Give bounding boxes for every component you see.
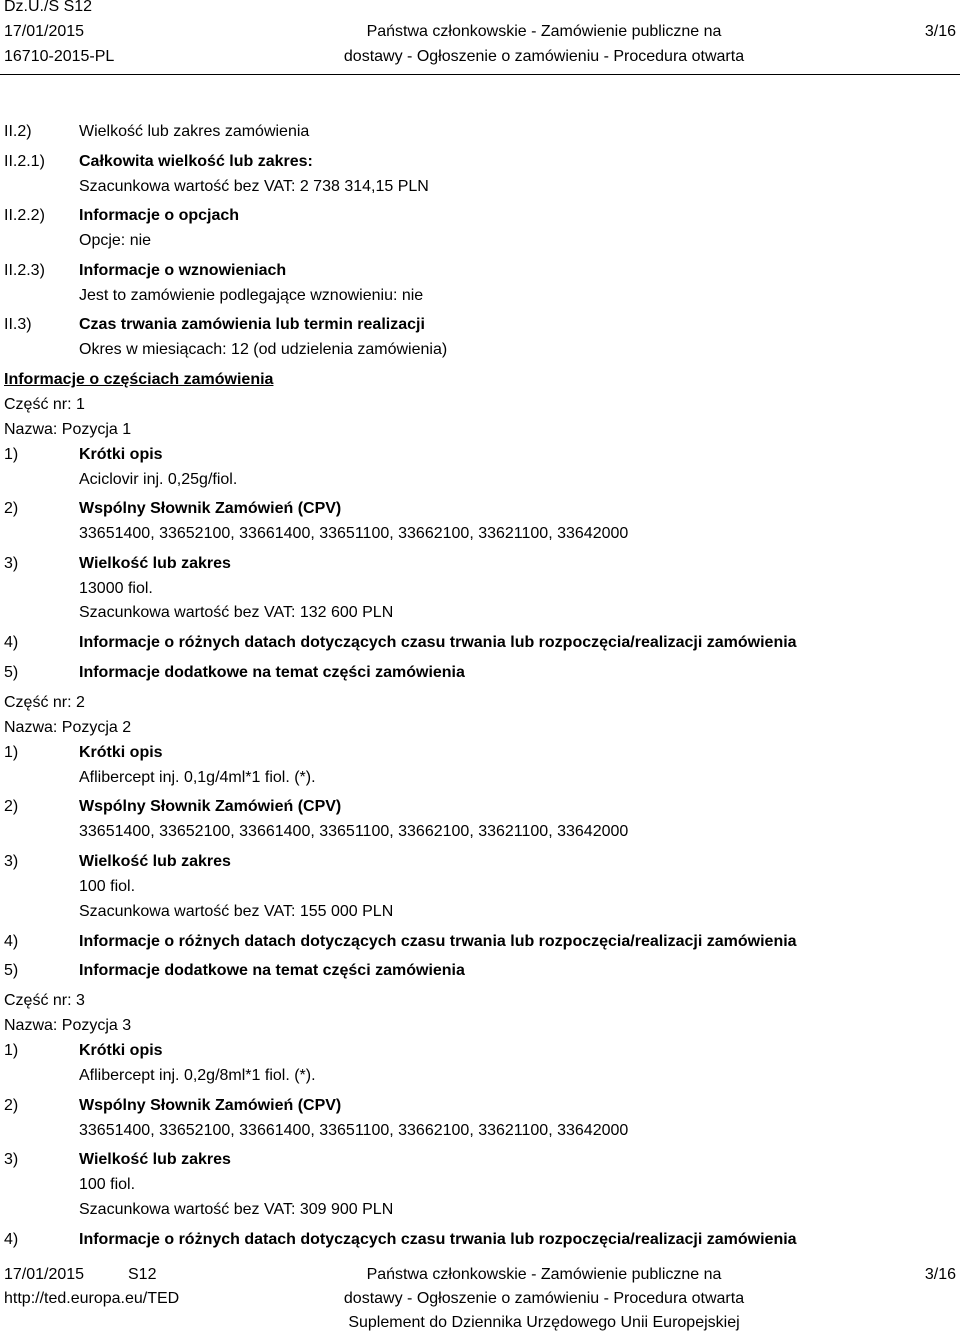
section-number: II.2.1) xyxy=(4,153,45,170)
header-title-line2: dostawy - Ogłoszenie o zamówieniu - Procedura otwarta xyxy=(343,48,745,65)
item-number: 1) xyxy=(4,446,19,463)
item-label: Krótki opis xyxy=(79,744,163,761)
item-number: 3) xyxy=(4,853,19,870)
footer-title-line3: Suplement do Dziennika Urzędowego Unii Europejskiej xyxy=(348,1314,740,1331)
item-label: Wielkość lub zakres xyxy=(79,1151,231,1168)
header-title-line1: Państwa członkowskie - Zamówienie publiczne na xyxy=(366,23,722,40)
footer-title-line2: dostawy - Ogłoszenie o zamówieniu - Procedura otwarta xyxy=(343,1290,745,1307)
item-number: 4) xyxy=(4,634,19,651)
footer-url-link[interactable]: http://ted.europa.eu/TED xyxy=(4,1290,180,1307)
item-label: Informacje dodatkowe na temat części zamówienia xyxy=(79,962,465,979)
section-value: Okres w miesiącach: 12 (od udzielenia zamówienia) xyxy=(79,341,448,358)
item-label: Informacje dodatkowe na temat części zamówienia xyxy=(79,664,465,681)
part-value: Szacunkowa wartość bez VAT: 309 900 PLN xyxy=(79,1201,394,1218)
item-number: 3) xyxy=(4,555,19,572)
section-value: Opcje: nie xyxy=(79,232,152,249)
item-number: 2) xyxy=(4,798,19,815)
part-description: Aflibercept inj. 0,2g/8ml*1 fiol. (*). xyxy=(79,1067,316,1084)
section-value: Szacunkowa wartość bez VAT: 2 738 314,15 PLN xyxy=(79,178,429,195)
item-label: Informacje o różnych datach dotyczących czasu trwania lub rozpoczęcia/realizacji zamówienia xyxy=(79,634,797,651)
header-series: Dz.U./S S12 xyxy=(4,0,93,15)
item-number: 2) xyxy=(4,500,19,517)
footer-series: S12 xyxy=(128,1266,157,1283)
item-label: Wspólny Słownik Zamówień (CPV) xyxy=(79,798,342,815)
part-value: Szacunkowa wartość bez VAT: 155 000 PLN xyxy=(79,903,394,920)
cpv-codes: 33651400, 33652100, 33661400, 33651100, 33662100, 33621100, 33642000 xyxy=(79,525,629,542)
footer-title-line1: Państwa członkowskie - Zamówienie publiczne na xyxy=(366,1266,722,1283)
item-label: Wielkość lub zakres xyxy=(79,853,231,870)
section-title: Wielkość lub zakres zamówienia xyxy=(79,123,310,140)
part-number: Część nr: 3 xyxy=(4,992,85,1009)
section-number: II.2.2) xyxy=(4,207,45,224)
header-date: 17/01/2015 xyxy=(4,23,85,40)
item-label: Wspólny Słownik Zamówień (CPV) xyxy=(79,1097,342,1114)
part-name: Nazwa: Pozycja 2 xyxy=(4,719,132,736)
section-number: II.3) xyxy=(4,316,32,333)
item-label: Krótki opis xyxy=(79,446,163,463)
item-number: 5) xyxy=(4,962,19,979)
section-number: II.2) xyxy=(4,123,32,140)
footer-page: 3/16 xyxy=(924,1266,956,1283)
item-label: Wspólny Słownik Zamówień (CPV) xyxy=(79,500,342,517)
section-value: Jest to zamówienie podlegające wznowieniu: nie xyxy=(79,287,424,304)
part-description: Aflibercept inj. 0,1g/4ml*1 fiol. (*). xyxy=(79,769,316,786)
section-number: II.2.3) xyxy=(4,262,45,279)
item-number: 1) xyxy=(4,1042,19,1059)
item-label: Informacje o różnych datach dotyczących czasu trwania lub rozpoczęcia/realizacji zamówienia xyxy=(79,933,797,950)
header-ref: 16710-2015-PL xyxy=(4,48,115,65)
section-title: Informacje o opcjach xyxy=(79,207,240,224)
part-quantity: 100 fiol. xyxy=(79,1176,136,1193)
cpv-codes: 33651400, 33652100, 33661400, 33651100, 33662100, 33621100, 33642000 xyxy=(79,1122,629,1139)
part-quantity: 13000 fiol. xyxy=(79,580,153,597)
item-number: 3) xyxy=(4,1151,19,1168)
item-number: 2) xyxy=(4,1097,19,1114)
section-title: Czas trwania zamówienia lub termin realizacji xyxy=(79,316,425,333)
parts-heading: Informacje o częściach zamówienia xyxy=(4,371,274,388)
part-quantity: 100 fiol. xyxy=(79,878,136,895)
cpv-codes: 33651400, 33652100, 33661400, 33651100, 33662100, 33621100, 33642000 xyxy=(79,823,629,840)
part-number: Część nr: 1 xyxy=(4,396,85,413)
part-description: Aciclovir inj. 0,25g/fiol. xyxy=(79,471,238,488)
part-name: Nazwa: Pozycja 3 xyxy=(4,1017,132,1034)
item-number: 5) xyxy=(4,664,19,681)
item-number: 4) xyxy=(4,933,19,950)
part-value: Szacunkowa wartość bez VAT: 132 600 PLN xyxy=(79,604,394,621)
item-label: Wielkość lub zakres xyxy=(79,555,231,572)
section-title: Całkowita wielkość lub zakres: xyxy=(79,153,313,170)
section-title: Informacje o wznowieniach xyxy=(79,262,287,279)
part-number: Część nr: 2 xyxy=(4,694,85,711)
item-label: Krótki opis xyxy=(79,1042,163,1059)
footer-date: 17/01/2015 xyxy=(4,1266,85,1283)
header-divider xyxy=(0,74,960,75)
part-name: Nazwa: Pozycja 1 xyxy=(4,421,132,438)
item-label: Informacje o różnych datach dotyczących czasu trwania lub rozpoczęcia/realizacji zamówienia xyxy=(79,1231,797,1248)
item-number: 4) xyxy=(4,1231,19,1248)
header-page: 3/16 xyxy=(924,23,956,40)
item-number: 1) xyxy=(4,744,19,761)
